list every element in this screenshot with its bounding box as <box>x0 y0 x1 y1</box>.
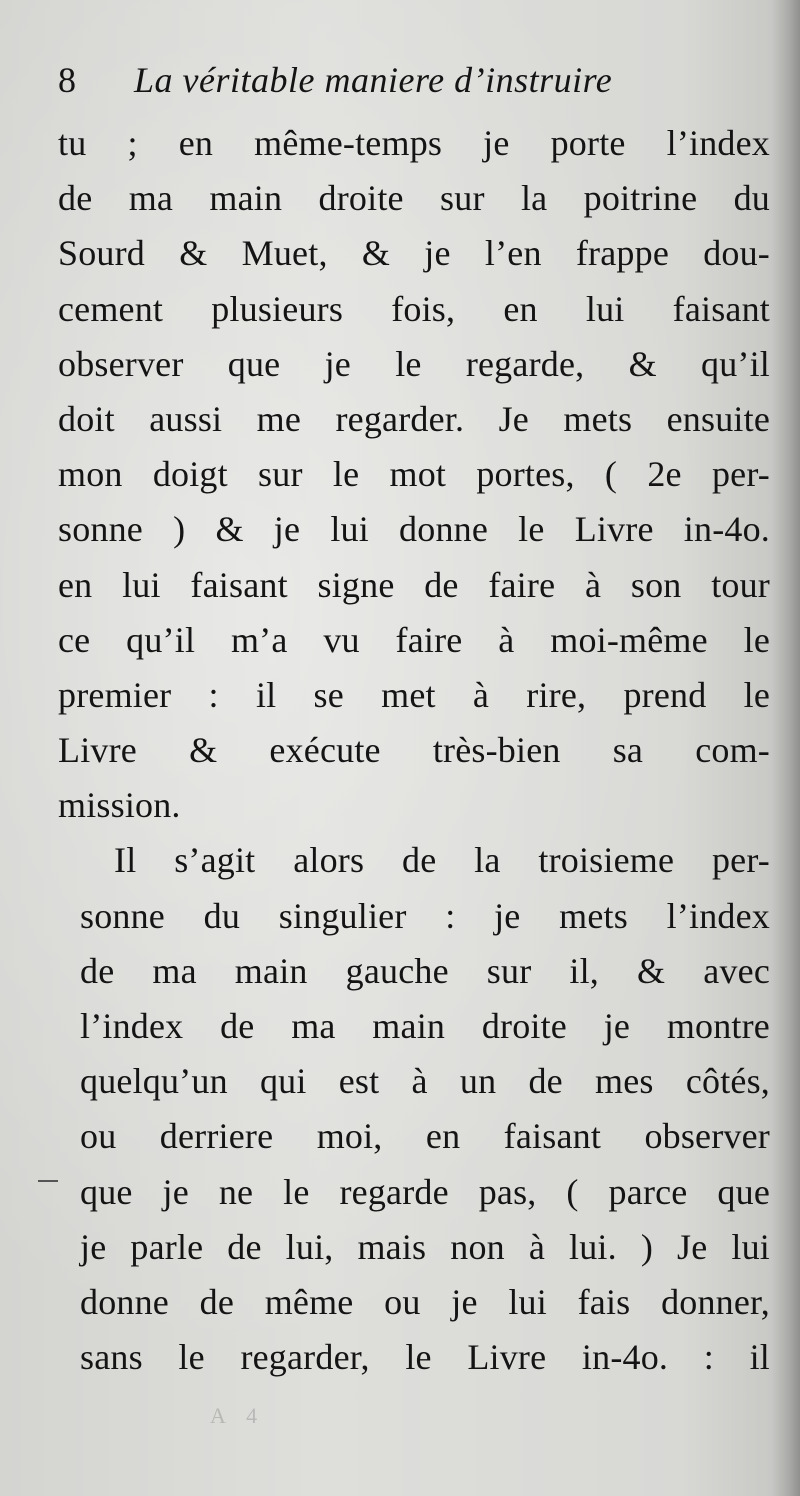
text-line: je parle de lui, mais non à lui. ) Je lui <box>80 1226 770 1267</box>
running-head <box>58 52 758 108</box>
text-line: Livre & exécute très-bien sa com- <box>58 730 770 771</box>
text-line: sonne du singulier : je mets l’index <box>80 895 770 936</box>
text-line: en lui faisant signe de faire à son tour <box>58 564 770 605</box>
paragraph-first-line: Il s’agit alors de la troisieme per- <box>114 840 770 881</box>
text-line: donne de même ou je lui fais donner, <box>80 1281 770 1322</box>
page-number: 8 <box>58 60 76 100</box>
text-line: ou derriere moi, en faisant observer <box>80 1116 770 1157</box>
text-line: de ma main gauche sur il, & avec <box>80 950 770 991</box>
text-line: sans le regarder, le Livre in-4o. : il <box>80 1337 770 1378</box>
text-line: sonne ) & je lui donne le Livre in-4o. <box>58 509 770 550</box>
text-line: cement plusieurs fois, en lui faisant <box>58 288 770 329</box>
text-line: Sourd & Muet, & je l’en frappe dou- <box>58 233 770 274</box>
text-line: tu ; en même-temps je porte l’index <box>58 123 770 163</box>
text-line: que je ne le regarde pas, ( parce que <box>80 1171 770 1212</box>
text-line: quelqu’un qui est à un de mes côtés, <box>80 1061 770 1102</box>
body-text <box>58 116 770 1385</box>
text-line: mon doigt sur le mot portes, ( 2e per- <box>58 454 770 495</box>
text-line: doit aussi me regarder. Je mets ensuite <box>58 398 770 439</box>
signature-mark: A 4 <box>210 1403 266 1428</box>
text-line: observer que je le regarde, & qu’il <box>58 343 770 384</box>
text-line: l’index de ma main droite je montre <box>80 1006 770 1046</box>
margin-mark <box>38 1180 58 1182</box>
text-line: mission. <box>58 785 181 826</box>
text-line: de ma main droite sur la poitrine du <box>58 178 770 219</box>
header-title: La véritable maniere d’instruire <box>134 60 613 100</box>
text-line: ce qu’il m’a vu faire à moi-même le <box>58 619 770 660</box>
text-line: premier : il se met à rire, prend le <box>58 674 770 715</box>
page-edge-shadow <box>772 0 800 1496</box>
